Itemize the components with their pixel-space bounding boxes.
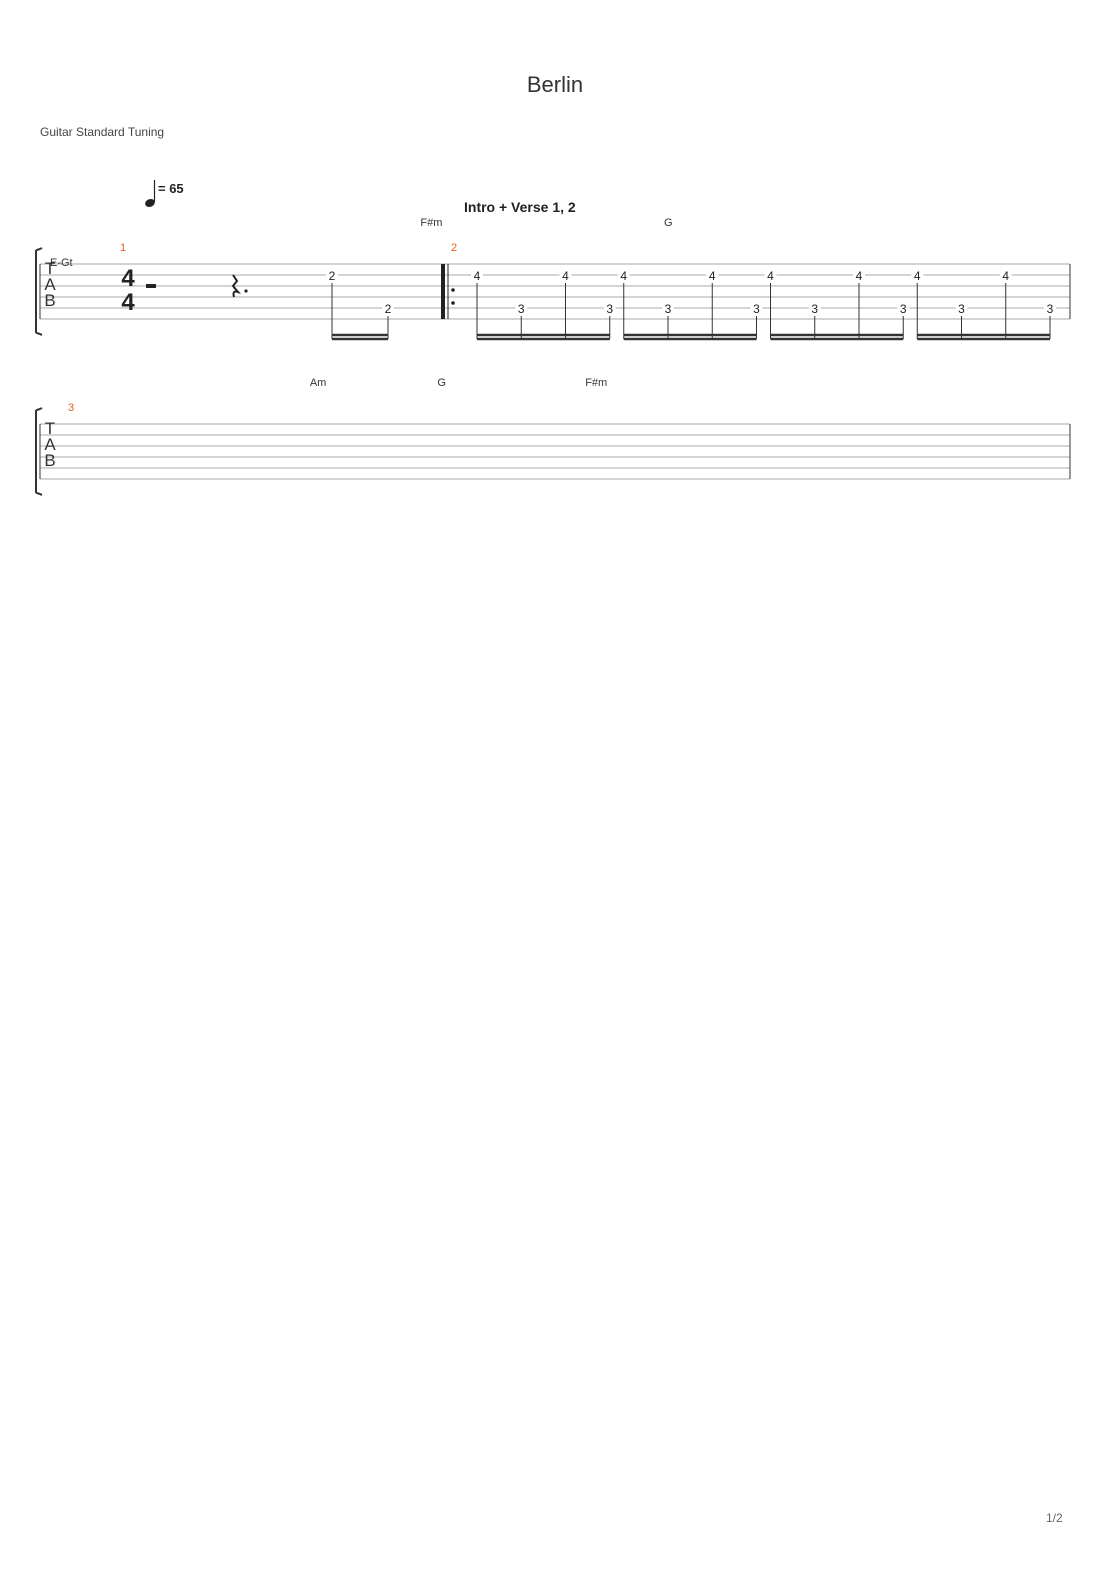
fret-number: 4 (562, 269, 569, 283)
fret-number: 3 (753, 302, 760, 316)
measure-number: 1 (120, 242, 127, 254)
fret-number: 3 (1046, 302, 1054, 316)
measure-number: 3 (68, 402, 75, 414)
fret-number: 2 (384, 302, 392, 316)
fret-number: 3 (899, 302, 907, 316)
tuning-label: Guitar Standard Tuning (40, 125, 165, 139)
song-title: Berlin (526, 72, 584, 97)
measure-number: 2 (451, 242, 458, 254)
fret-number: 4 (767, 269, 774, 283)
repeat-start-thick-line (441, 264, 445, 319)
fret-number: 4 (473, 269, 481, 283)
chord-name: G (664, 217, 673, 229)
fret-number: 3 (958, 302, 965, 316)
fret-number: 3 (664, 302, 672, 316)
fret-number: 4 (855, 269, 863, 283)
fret-number: 4 (708, 269, 716, 283)
fret-number: 4 (913, 269, 921, 283)
repeat-dot (451, 288, 455, 292)
tab-clef-letter: B (44, 451, 56, 470)
chord-name: F#m (585, 377, 608, 389)
repeat-dot (451, 301, 455, 305)
half-rest (146, 284, 156, 288)
fret-number: 4 (620, 269, 628, 283)
tab-clef-letter: T (44, 419, 56, 438)
time-signature-top: 4 (121, 265, 135, 292)
rest-dot (244, 289, 247, 292)
page-number: 1/2 (1046, 1511, 1063, 1525)
tab-clef-letter: B (44, 291, 56, 310)
fret-number: 3 (811, 302, 819, 316)
chord-name: Am (309, 377, 327, 389)
chord-name: G (437, 377, 446, 389)
chord-name: F#m (420, 217, 443, 229)
tab-clef-letter: A (44, 435, 56, 454)
system-bracket (36, 248, 42, 335)
tempo-marking: = 65 (158, 181, 184, 196)
fret-number: 4 (1002, 269, 1010, 283)
system-bracket (36, 408, 42, 495)
time-signature-bottom: 4 (121, 289, 135, 316)
tab-clef-letter: A (44, 275, 56, 294)
tab-clef-letter: T (44, 259, 56, 278)
fret-number: 2 (328, 269, 336, 283)
instrument-label: E-Gt (50, 257, 73, 269)
fret-number: 3 (517, 302, 525, 316)
section-label: Intro + Verse 1, 2 (464, 199, 576, 215)
fret-number: 3 (606, 302, 614, 316)
